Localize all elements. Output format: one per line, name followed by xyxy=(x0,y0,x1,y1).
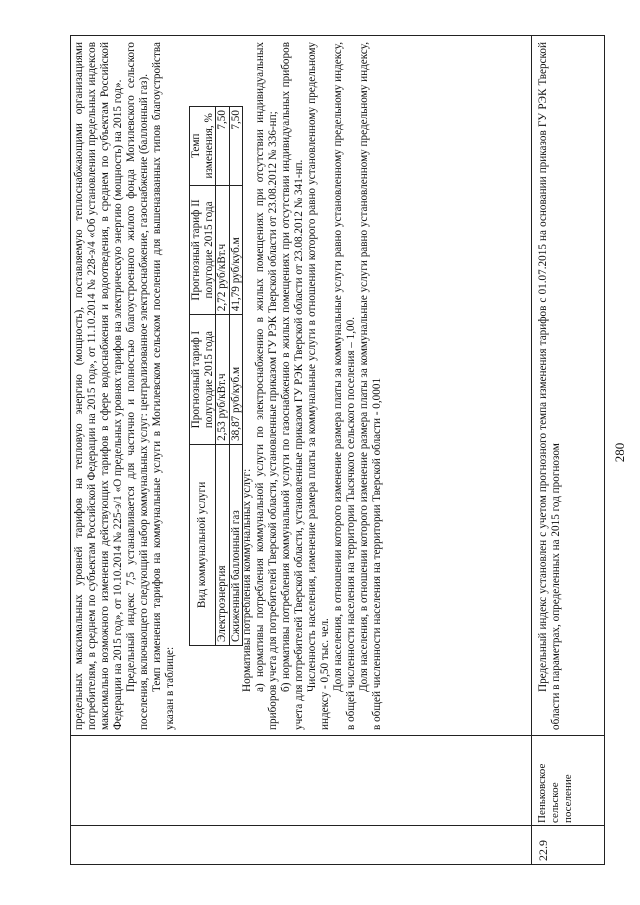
table-row xyxy=(216,107,230,646)
page-number: 280 xyxy=(612,442,627,463)
paragraph: б) нормативы потребления коммунальной услуги по газоснабжению в жилых помещениях при отсутствии индивидуальных приборов учета для потребителей Тверской области, установленные приказом ГУ РЭК Тверской области от 23.08.2012 № 341-нп. xyxy=(280,42,305,730)
paragraph: Предельный индекс 7,5 устанавливается для частично и полностью благоустроенного жилого фонда Могилевского сельского поселения, включающего следующий набор коммунальных услуг: централизованное электроснабжение, газоснабжение (баллонный газ). xyxy=(125,42,150,730)
paragraph: а) нормативы потребления коммунальной услуги по электроснабжению в жилых помещениях при отсутствии индивидуальных приборов учета для потребителей Тверской области, установленные приказом ГУ РЭК Тверской области от 23.08.2012 № 336-нп; xyxy=(254,42,279,730)
header-cell: Темп изменения, % xyxy=(190,107,216,186)
column-description xyxy=(71,36,604,736)
table-header-row xyxy=(190,107,216,646)
settlement-name: Пеньковское сельское поселение xyxy=(536,763,574,823)
paragraph: Нормативы потребления коммунальных услуг: xyxy=(241,468,253,692)
row-number: 22.9 xyxy=(536,840,550,861)
paragraph: Доля населения, в отношении которого изменение размера платы за коммунальные услуги равно установленному предельному индексу, в общей численности населения на территории Тысячкого сельского поселения – 1,00. xyxy=(332,41,357,730)
table-cell: 7,50 xyxy=(229,107,243,186)
header-cell: Прогнозный тариф I полугодие 2015 года xyxy=(190,315,216,445)
paragraph: Темп изменения тарифов на коммунальные услуги в Могилевском сельском поселении для вышеназванных типов благоустройства указан в таблице: xyxy=(151,42,176,730)
paragraph: Численность населения, изменение размера платы за коммунальные услуги в отношении которого равно установленному предельному индексу - 0,50 тыс. чел. xyxy=(306,42,331,730)
table-cell: Сжиженный баллонный газ xyxy=(229,444,243,645)
column-number xyxy=(71,825,604,864)
tariff-table xyxy=(189,106,243,646)
row-text-penkovskoe xyxy=(537,42,563,730)
row-text-top xyxy=(73,42,177,730)
paragraph: Предельный индекс установлен с учетом прогнозного темпа изменения тарифов с 01.07.2015 на основании приказов ГУ РЭК Тверской области в параметрах, определенных на 2015 год прогнозом xyxy=(537,42,562,730)
column-settlement xyxy=(71,735,604,826)
table-cell: 38,87 руб/куб.м xyxy=(229,315,243,445)
row-text-after-table xyxy=(241,42,384,730)
content-table xyxy=(70,35,605,865)
table-cell: 2,72 руб/кВт.ч xyxy=(216,185,230,315)
paragraph: предельных максимальных уровней тарифов на тепловую энергию (мощность), поставляемую теплоснабжающими организациями потребителям, в среднем по субъектам Российской Федерации на 2015 год», от 11.10.2014 № 228-э/4 «Об установлении предельных индексов максимально возможного изменения действующих тарифов в сфере водоснабжения и водоотведения, в среднем по субъектам Российской Федерации на 2015 год», от 10.10.2014 № 225-э/1 «О предельных уровнях тарифов на электрическую энергию (мощность) на 2015 год». xyxy=(73,42,124,730)
table-cell: 41,79 руб/куб.м xyxy=(229,185,243,315)
row-divider xyxy=(531,36,532,864)
table-cell: Электроэнергия xyxy=(216,444,230,645)
paragraph: Доля населения, в отношении которого изменение размера платы за коммунальные услуги равно установленному предельному индексу, в общей численности населения на территории Тверской области - 0,0001 xyxy=(358,41,383,730)
header-cell: Вид коммунальной услуги xyxy=(190,444,216,645)
table-cell: 7,50 xyxy=(216,107,230,186)
table-cell: 2,53 руб/кВт.ч xyxy=(216,315,230,445)
header-cell: Прогнозный тариф II полугодие 2015 года xyxy=(190,185,216,315)
